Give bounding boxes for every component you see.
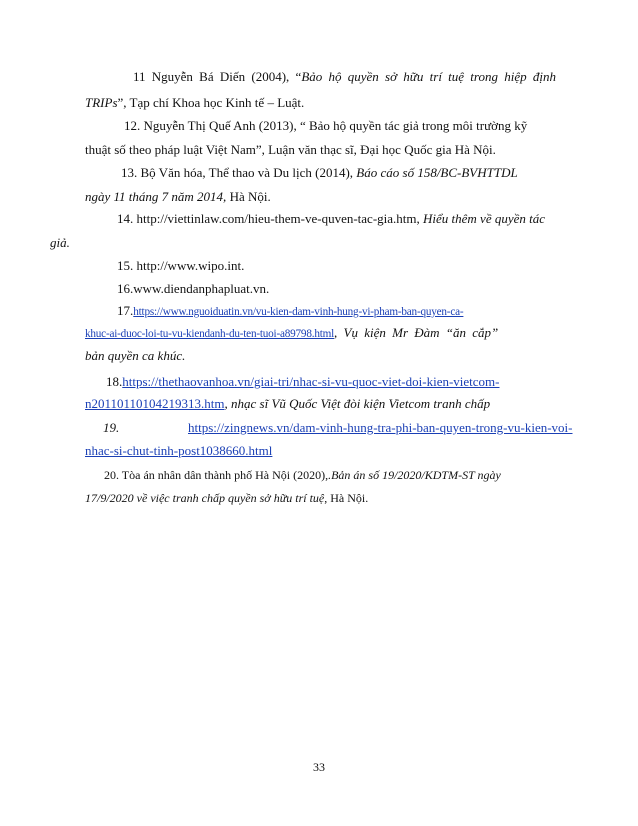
reference-11-journal: ”, Tạp chí Khoa học Kinh tế – Luật. <box>117 95 305 110</box>
reference-19-link[interactable]: https://zingnews.vn/dam-vinh-hung-tra-phi-ban-quyen-trong-vu-kien-voi- <box>188 420 573 435</box>
reference-17-title-cont: bản quyền ca khúc. <box>85 348 186 363</box>
reference-14-line-1 <box>117 210 545 228</box>
reference-13-place: Hà Nội. <box>226 189 271 204</box>
reference-14-line-2 <box>50 234 70 252</box>
reference-20-author: 20. Tòa án nhân dân thành phố Hà Nội (2020), <box>104 468 329 482</box>
reference-20-title: .Bản án số 19/2020/KDTM-ST ngày <box>328 468 501 482</box>
reference-17-title: , Vụ kiện Mr Đàm “ăn cắp” <box>334 325 499 340</box>
reference-13-line-2 <box>85 188 271 206</box>
reference-17-line-3 <box>85 347 185 365</box>
reference-13-line-1 <box>121 164 518 182</box>
reference-20-line-2 <box>85 489 368 507</box>
reference-17-link-cont[interactable]: khuc-ai-duoc-loi-tu-vu-kiendanh-du-ten-tuoi-a89798.html <box>85 328 335 340</box>
reference-20-title-cont: 17/9/2020 về việc tranh chấp quyền sở hữu trí tuệ <box>85 491 325 505</box>
reference-12-line-1: 12. Nguyễn Thị Quế Anh (2013), “ Bảo hộ quyền tác giả trong môi trường kỹ <box>124 118 528 133</box>
reference-12-line-2: thuật số theo pháp luật Việt Nam”, Luận văn thạc sĩ, Đại học Quốc gia Hà Nội. <box>85 142 496 157</box>
reference-17-number: 17. <box>117 303 134 318</box>
reference-20-line-1 <box>104 466 501 484</box>
reference-18-line-1 <box>106 373 500 391</box>
reference-17-line-1 <box>117 302 463 321</box>
reference-11-prefix: 11 Nguyễn Bá Diến (2004), “ <box>133 69 302 84</box>
reference-18-link[interactable]: https://thethaovanhoa.vn/giai-tri/nhac-si-vu-quoc-viet-doi-kien-vietcom- <box>122 374 500 389</box>
reference-11-title: Bảo hộ quyền sở hữu trí tuệ trong hiệp định <box>301 69 556 84</box>
reference-11-title-cont: TRIPs <box>85 95 118 110</box>
reference-20-place: , Hà Nội. <box>324 491 369 505</box>
reference-19-line-2 <box>85 442 272 460</box>
reference-13-date: ngày 11 tháng 7 năm 2014, <box>85 189 227 204</box>
reference-19-line-1-link <box>188 419 573 437</box>
reference-17-line-2 <box>85 324 498 343</box>
reference-18-line-2 <box>85 395 490 413</box>
reference-14-url: 14. http://viettinlaw.com/hieu-them-ve-quven-tac-gia.htm, <box>117 211 420 226</box>
reference-13-title: Báo cáo số 158/BC-BVHTTDL <box>356 165 518 180</box>
reference-19-number: 19. <box>103 420 120 435</box>
reference-15: 15. http://www.wipo.int. <box>117 258 245 273</box>
reference-18-number: 18. <box>106 374 123 389</box>
reference-18-link-cont[interactable]: n20110110104219313.htm <box>85 396 225 411</box>
reference-16: 16.www.diendanphapluat.vn. <box>117 281 270 296</box>
reference-13-author: 13. Bộ Văn hóa, Thể thao và Du lịch (2014), <box>121 165 357 180</box>
reference-17-link[interactable]: https://www.nguoiduatin.vn/vu-kien-dam-vinh-hung-vi-pham-ban-quyen-ca- <box>133 306 464 318</box>
reference-14-title: Hiểu thêm về quyền tác <box>419 211 546 226</box>
page-number: 33 <box>313 760 325 774</box>
reference-18-title: , nhạc sĩ Vũ Quốc Việt đòi kiện Vietcom tranh chấp <box>224 396 491 411</box>
reference-11-line-2 <box>85 94 304 112</box>
reference-14-title-cont: giả. <box>50 235 70 250</box>
reference-19-link-cont[interactable]: nhac-si-chut-tinh-post1038660.html <box>85 443 273 458</box>
reference-19-line-1 <box>103 419 119 437</box>
reference-11-line-1 <box>133 68 556 86</box>
